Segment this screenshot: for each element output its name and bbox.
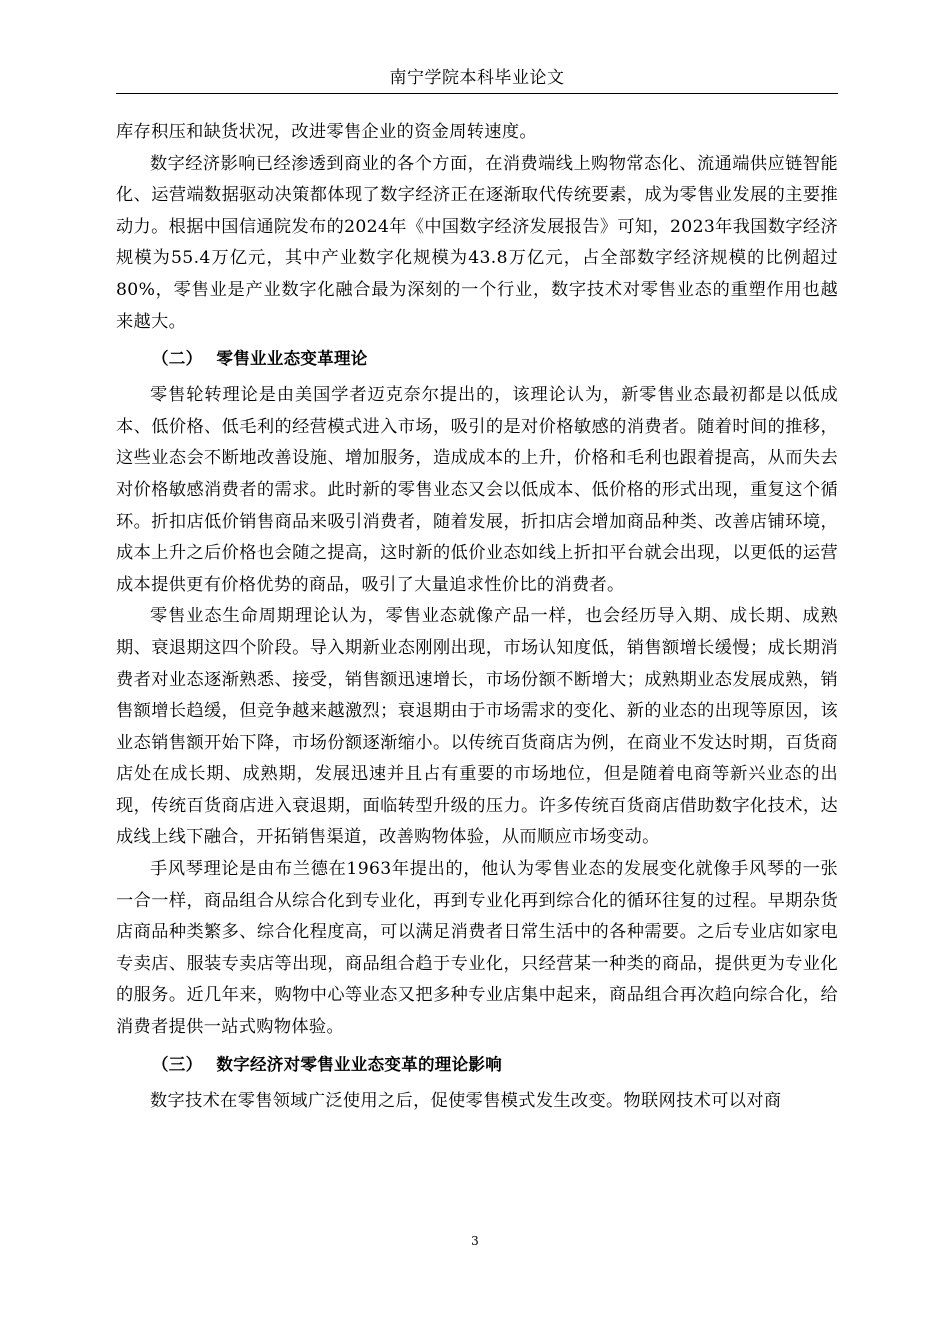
paragraph-continuation: 库存积压和缺货状况，改进零售企业的资金周转速度。 [116, 122, 537, 142]
paragraph-retail-life-cycle: 零售业态生命周期理论认为，零售业态就像产品一样，也会经历导入期、成长期、成熟期、衰退期这四个阶段。导入期新业态刚刚出现，市场认知度低，销售额增长缓慢；成长期消费者对业态逐渐熟悉、接受，销售额迅速增长，市场份额不断增大；成熟期业态发展成熟，销售额增长趋缓，但竞争越来越激烈；衰退期由于市场需求的变化、新的业态的出现等原因，该业态销售额开始下降，市场份额逐渐缩小。以传统百货商店为例，在商业不发达时期，百货商店处在成长期、成熟期，发展迅速并且占有重要的市场地位，但是随着电商等新兴业态的出现，传统百货商店进入衰退期，面临转型升级的压力。许多传统百货商店借助数字化技术，达成线上线下融合，开拓销售渠道，改善购物体验，从而顺应市场变动。 [116, 606, 838, 848]
body-text [116, 117, 838, 1117]
running-header: 南宁学院本科毕业论文 [389, 68, 565, 88]
paragraph-digital-technology: 数字技术在零售领域广泛使用之后，促使零售模式发生改变。物联网技术可以对商 [150, 1090, 782, 1111]
section-heading-2-title: 零售业业态变革理论 [216, 349, 368, 369]
section-heading-3 [116, 1049, 838, 1080]
section-heading-2 [116, 343, 838, 374]
section-heading-3-title: 数字经济对零售业业态变革的理论影响 [216, 1054, 503, 1074]
paragraph-accordion-theory: 手风琴理论是由布兰德在1963年提出的，他认为零售业态的发展变化就像手风琴的一张一合一样，商品组合从综合化到专业化，再到专业化再到综合化的循环往复的过程。早期杂货店商品种类繁多、综合化程度高，可以满足消费者日常生活中的各种需要。之后专业店如家电专卖店、服装专卖店等出现，商品组合趋于专业化，只经营某一种类的商品，提供更为专业化的服务。近几年来，购物中心等业态又把多种专业店集中起来，商品组合再次趋向综合化，给消费者提供一站式购物体验。 [116, 859, 838, 1038]
page-number: 3 [471, 1234, 479, 1248]
section-heading-2-number: （二） [152, 349, 203, 369]
paragraph-digital-economy: 数字经济影响已经渗透到商业的各个方面，在消费端线上购物常态化、流通端供应链智能化、运营端数据驱动决策都体现了数字经济正在逐渐取代传统要素，成为零售业发展的主要推动力。根据中国信通院发布的2024年《中国数字经济发展报告》可知，2023年我国数字经济规模为55.4万亿元，其中产业数字化规模为43.8万亿元，占全部数字经济规模的比例超过80%，零售业是产业数字化融合最为深刻的一个行业，数字技术对零售业态的重塑作用也越来越大。 [116, 153, 838, 332]
header-rule [116, 93, 838, 94]
section-heading-3-number: （三） [152, 1054, 203, 1074]
paragraph-wheel-of-retailing: 零售轮转理论是由美国学者迈克奈尔提出的，该理论认为，新零售业态最初都是以低成本、低价格、低毛利的经营模式进入市场，吸引的是对价格敏感的消费者。随着时间的推移，这些业态会不断地改善设施、增加服务，造成成本的上升，价格和毛利也跟着提高，从而失去对价格敏感消费者的需求。此时新的零售业态又会以低成本、低价格的形式出现，重复这个循环。折扣店低价销售商品来吸引消费者，随着发展，折扣店会增加商品种类、改善店铺环境，成本上升之后价格也会随之提高，这时新的低价业态如线上折扣平台就会出现，以更低的运营成本提供更有价格优势的商品，吸引了大量追求性价比的消费者。 [116, 385, 838, 595]
